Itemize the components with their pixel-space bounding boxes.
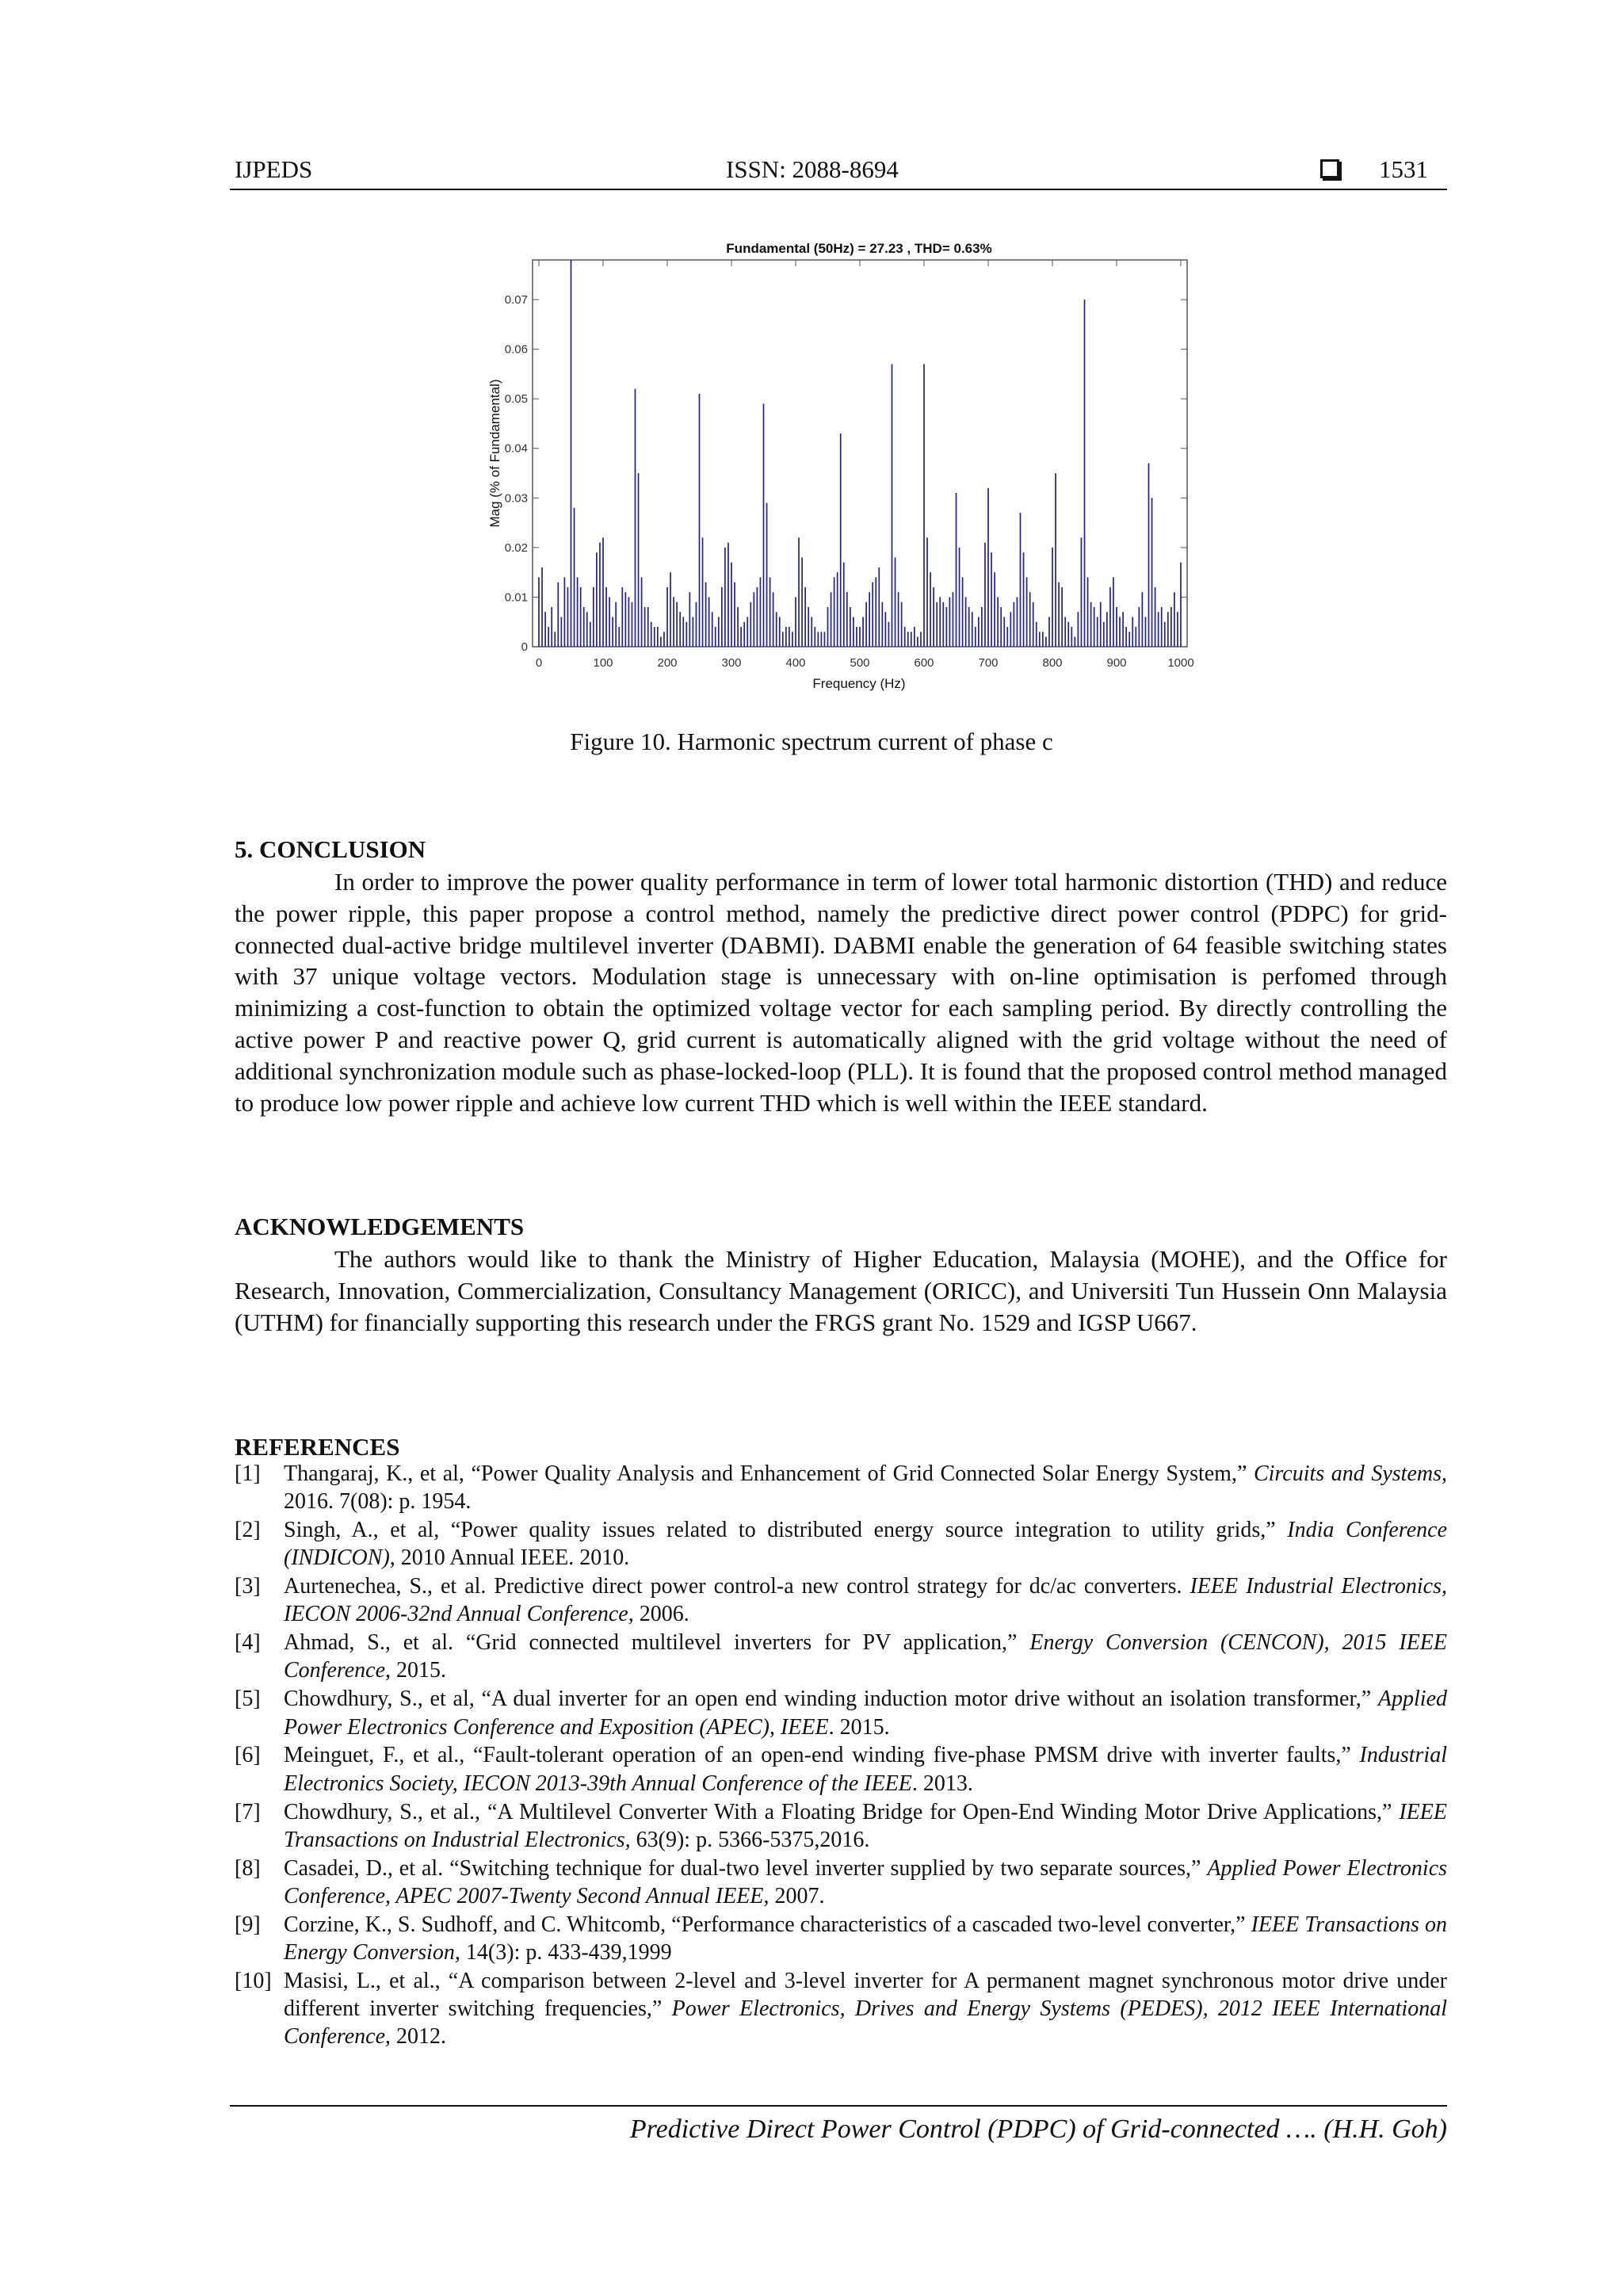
spectrum-bar	[831, 592, 832, 647]
reference-venue: Applied Power Electronics Conference and Exposition (APEC), IEEE	[284, 1687, 1447, 1740]
reference-number: [3]	[235, 1574, 261, 1599]
spectrum-bar	[696, 602, 697, 647]
spectrum-bar	[972, 612, 973, 647]
spectrum-bar	[1078, 612, 1079, 647]
harmonic-spectrum-chart	[475, 235, 1205, 710]
reference-number: [7]	[235, 1799, 261, 1824]
conclusion-text: In order to improve the power quality performance in term of lower total harmonic distortion (THD) and reduce the power ripple, this paper propose a control method, namely the predictive direct power control (PDPC) for grid-connected dual-active bridge multilevel inverter (DABMI). DABMI enable the generation of 64 feasible switching states with 37 unique voltage vectors. Modulation stage is unnecessary with on-line optimisation is perfomed through minimizing a cost-function to obtain the optimized voltage vector for each sampling period. By directly controlling the active power P and reactive power Q, grid current is automatically aligned with the grid voltage without the need of additional synchronization module such as phase-locked-loop (PLL). It is found that the proposed control method managed to produce low power ripple and achieve low current THD which is well within the IEEE standard.	[235, 868, 1447, 1117]
spectrum-bar	[914, 627, 915, 647]
reference-tail: , 2016. 7(08): p. 1954.	[284, 1461, 1447, 1515]
reference-item	[235, 1685, 1447, 1740]
spectrum-bar	[670, 572, 671, 647]
spectrum-bar	[685, 622, 687, 647]
reference-tail: 2012.	[391, 2024, 447, 2050]
spectrum-bar	[679, 612, 681, 647]
footer-rule	[230, 2105, 1447, 2107]
spectrum-bar	[956, 493, 957, 647]
spectrum-bar	[1148, 464, 1150, 647]
reference-venue: Industrial Electronics Society, IECON 2013-39th Annual Conference of the IEEE	[284, 1743, 1447, 1796]
spectrum-bar	[654, 627, 655, 647]
spectrum-bar	[1103, 622, 1105, 647]
spectrum-bar	[769, 577, 771, 647]
spectrum-bar	[538, 577, 540, 647]
spectrum-bar	[1064, 617, 1066, 647]
reference-item	[235, 1911, 1447, 1966]
spectrum-bar	[727, 543, 729, 647]
spectrum-bar	[1161, 607, 1163, 647]
issn: ISSN: 2088-8694	[726, 155, 899, 183]
spectrum-bar	[837, 572, 838, 647]
spectrum-bar	[907, 632, 909, 647]
spectrum-bar	[682, 617, 684, 647]
x-tick-label: 400	[785, 656, 806, 670]
spectrum-bar	[750, 602, 751, 647]
reference-number: [8]	[235, 1855, 261, 1881]
reference-venue: Power Electronics, Drives and Energy Systems (PEDES), 2012 IEEE International Conference,	[284, 1996, 1447, 2050]
spectrum-bar	[580, 587, 582, 647]
spectrum-bar	[638, 473, 640, 647]
spectrum-bar	[843, 563, 845, 647]
spectrum-bar	[994, 572, 995, 647]
spectrum-bar	[609, 597, 610, 647]
spectrum-bar	[1177, 612, 1178, 647]
reference-venue: Applied Power Electronics Conference, APEC 2007-Twenty Second Annual IEEE,	[284, 1855, 1448, 1908]
spectrum-bar	[981, 607, 983, 647]
spectrum-bar	[888, 622, 890, 647]
spectrum-bar	[942, 602, 944, 647]
spectrum-bar	[560, 617, 562, 647]
spectrum-bar	[904, 627, 906, 647]
spectrum-bar	[1094, 607, 1095, 647]
spectrum-bar	[551, 607, 552, 647]
spectrum-bar	[804, 587, 806, 647]
spectrum-bar	[840, 434, 842, 647]
spectrum-bar	[901, 602, 903, 647]
spectrum-bar	[959, 548, 960, 647]
reference-number: [5]	[235, 1687, 261, 1712]
spectrum-bar	[689, 592, 690, 647]
spectrum-bar	[1170, 607, 1172, 647]
conclusion-heading: 5. CONCLUSION	[235, 835, 426, 863]
conclusion-paragraph	[235, 866, 1447, 1118]
reference-number: [10]	[235, 1968, 272, 1993]
spectrum-bar	[567, 587, 569, 647]
spectrum-bar	[795, 597, 796, 647]
figure-caption: Figure 10. Harmonic spectrum current of phase c	[570, 728, 1053, 755]
spectrum-bar	[615, 602, 617, 647]
spectrum-bar	[821, 632, 823, 647]
reference-number: [6]	[235, 1743, 261, 1768]
spectrum-bar	[869, 592, 870, 647]
spectrum-bar	[1042, 632, 1044, 647]
spectrum-bar	[945, 607, 947, 647]
x-tick-label: 100	[593, 656, 613, 670]
spectrum-bar	[953, 592, 954, 647]
spectrum-bar	[865, 602, 867, 647]
spectrum-bar	[801, 557, 803, 647]
spectrum-bar	[1039, 632, 1041, 647]
spectrum-bar	[949, 597, 951, 647]
x-axis-ticks	[536, 260, 1194, 670]
spectrum-bar	[632, 602, 633, 647]
spectrum-bar	[1113, 577, 1114, 647]
spectrum-bar	[1055, 473, 1056, 647]
acknowledgements-text: The authors would like to thank the Ministry of Higher Education, Malaysia (MOHE), and the Office for Research, Innovation, Commercialization, Consultancy Management (ORICC), and Universiti Tun Hussein Onn Malaysia (UTHM) for financially supporting this research under the FRGS grant No. 1529 and IGSP U667.	[235, 1245, 1447, 1336]
spectrum-bar	[1180, 563, 1182, 647]
spectrum-bar	[548, 627, 549, 647]
reference-text: Aurtenechea, S., et al. Predictive direct power control-a new control strategy for dc/ac converters.	[284, 1574, 1190, 1599]
reference-tail: , 2006.	[628, 1602, 689, 1627]
spectrum-bar	[1145, 617, 1147, 647]
spectrum-bar	[1138, 607, 1140, 647]
spectrum-bar	[920, 632, 922, 647]
spectrum-bar	[721, 587, 723, 647]
spectrum-bar	[557, 583, 559, 647]
reference-venue: IEEE Industrial Electronics, IECON 2006-32nd Annual Conference	[284, 1574, 1447, 1627]
spectrum-bar	[834, 577, 835, 647]
spectrum-bar	[702, 537, 704, 647]
spectrum-bar	[1081, 537, 1083, 647]
spectrum-bar	[1084, 300, 1086, 647]
spectrum-bar	[1010, 612, 1011, 647]
spectrum-bar	[1052, 548, 1053, 647]
reference-item	[235, 1967, 1447, 2051]
reference-tail: , 2015.	[385, 1658, 447, 1683]
spectrum-bar	[737, 607, 739, 647]
spectrum-bar	[1087, 577, 1089, 647]
reference-tail: 63(9): p. 5366-5375,2016.	[630, 1827, 870, 1852]
spectrum-bar	[789, 627, 790, 647]
spectrum-bar	[885, 612, 887, 647]
spectrum-bar	[1116, 607, 1117, 647]
spectrum-bar	[1033, 602, 1034, 647]
reference-list	[235, 1460, 1447, 2051]
spectrum-bar	[892, 364, 893, 647]
spectrum-bar	[1067, 622, 1069, 647]
spectrum-bar	[596, 552, 598, 647]
spectrum-bar	[878, 567, 880, 647]
reference-number: [2]	[235, 1518, 261, 1543]
y-tick-label: 0.06	[504, 342, 528, 357]
spectrum-bar	[965, 597, 967, 647]
spectrum-bar	[647, 607, 649, 647]
spectrum-bar	[1029, 592, 1031, 647]
reference-tail: . 2013.	[911, 1771, 973, 1796]
spectrum-bar	[1003, 617, 1005, 647]
spectrum-bar	[895, 557, 896, 647]
spectrum-bar	[1167, 612, 1169, 647]
spectrum-bar	[881, 602, 883, 647]
spectrum-bar	[1058, 583, 1060, 647]
spectrum-bar	[1174, 592, 1175, 647]
spectrum-bar	[782, 632, 784, 647]
spectrum-bar	[936, 602, 938, 647]
spectrum-bar	[599, 543, 601, 647]
spectrum-bar	[699, 394, 701, 647]
spectrum-bar	[975, 627, 976, 647]
y-tick-label: 0.03	[504, 491, 528, 506]
spectrum-bar	[1074, 636, 1075, 647]
reference-number: [4]	[235, 1630, 261, 1656]
reference-venue: IEEE Transactions on Industrial Electronics,	[284, 1799, 1447, 1852]
reference-item	[235, 1741, 1447, 1797]
acknowledgements-paragraph	[235, 1244, 1447, 1338]
spectrum-bar	[926, 537, 928, 647]
reference-tail: , 2010 Annual IEEE. 2010.	[389, 1545, 630, 1571]
spectrum-bar	[554, 632, 556, 647]
spectrum-bar	[602, 537, 604, 647]
spectrum-bar	[1151, 498, 1153, 647]
reference-venue: India Conference (INDICON)	[284, 1518, 1447, 1571]
spectrum-bar	[939, 597, 941, 647]
spectrum-bar	[1119, 617, 1121, 647]
spectrum-bar	[577, 577, 579, 647]
spectrum-bar	[1164, 622, 1166, 647]
spectrum-bar	[1000, 607, 1002, 647]
spectrum-bar	[1132, 617, 1133, 647]
spectrum-bar	[1036, 622, 1037, 647]
spectrum-bar	[657, 627, 659, 647]
spectrum-bar	[571, 260, 572, 647]
spectrum-bar	[715, 627, 716, 647]
reference-item	[235, 1629, 1447, 1684]
spectrum-bar	[564, 577, 566, 647]
reference-text: Thangaraj, K., et al, “Power Quality Analysis and Enhancement of Grid Connected Solar Energy System,”	[284, 1461, 1254, 1486]
journal-name: IJPEDS	[235, 155, 313, 183]
spectrum-bar	[875, 577, 876, 647]
spectrum-bar	[859, 627, 861, 647]
spectrum-bar	[798, 537, 800, 647]
spectrum-bar	[724, 548, 726, 647]
spectrum-bar	[641, 577, 643, 647]
spectrum-bar	[850, 607, 851, 647]
spectrum-bar	[862, 617, 864, 647]
spectrum-bar	[583, 607, 585, 647]
spectrum-bar	[541, 567, 543, 647]
x-tick-label: 200	[657, 656, 678, 670]
x-tick-label: 600	[914, 656, 934, 670]
spectrum-bar	[740, 627, 742, 647]
x-tick-label: 700	[978, 656, 999, 670]
x-tick-label: 900	[1106, 656, 1127, 670]
spectrum-bar	[1100, 602, 1102, 647]
spectrum-bar	[731, 563, 732, 647]
reference-text: Corzine, K., S. Sudhoff, and C. Whitcomb, “Performance characteristics of a cascaded two-level converter,”	[284, 1912, 1251, 1937]
spectrum-bar	[1061, 587, 1063, 647]
spectrum-bar	[853, 617, 854, 647]
x-tick-label: 300	[721, 656, 742, 670]
spectrum-bar	[792, 632, 793, 647]
spectrum-bar	[1017, 597, 1018, 647]
reference-tail: 14(3): p. 433-439,1999	[460, 1939, 672, 1965]
spectrum-bar	[590, 622, 591, 647]
reference-item	[235, 1798, 1447, 1854]
spectrum-bar	[624, 592, 626, 647]
spectrum-bar	[605, 587, 607, 647]
reference-item	[235, 1460, 1447, 1515]
spectrum-bar	[808, 607, 809, 647]
x-tick-label: 800	[1042, 656, 1063, 670]
header-rule	[230, 189, 1447, 190]
spectrum-bar	[1135, 627, 1136, 647]
spectrum-bar	[923, 364, 925, 647]
spectrum-bar	[991, 552, 992, 647]
reference-number: [1]	[235, 1461, 261, 1486]
y-tick-label: 0	[521, 640, 528, 654]
spectrum-bar	[1128, 632, 1130, 647]
spectrum-bar	[779, 617, 781, 647]
spectrum-bar	[930, 572, 931, 647]
spectrum-bar	[1142, 592, 1144, 647]
spectrum-bar	[1006, 627, 1008, 647]
spectrum-bar	[1106, 612, 1108, 647]
y-tick-label: 0.04	[504, 441, 528, 456]
x-tick-label: 1000	[1167, 656, 1194, 670]
reference-venue: Energy Conversion (CENCON), 2015 IEEE Conference	[284, 1630, 1447, 1683]
reference-number: [9]	[235, 1912, 261, 1937]
plot-frame	[533, 260, 1187, 647]
spectrum-bar	[586, 612, 588, 647]
spectrum-bar	[666, 587, 668, 647]
x-tick-label: 500	[850, 656, 870, 670]
spectrum-bar	[660, 636, 662, 647]
spectrum-bar	[676, 602, 678, 647]
spectrum-bar	[757, 587, 758, 647]
spectrum-bar	[814, 627, 815, 647]
reference-item	[235, 1855, 1447, 1910]
spectrum-bar	[827, 607, 829, 647]
spectrum-bar	[1026, 577, 1028, 647]
spectrum-bar	[911, 632, 912, 647]
spectrum-bar	[753, 592, 754, 647]
spectrum-bar	[846, 592, 848, 647]
reference-text: Masisi, L., et al., “A comparison between 2-level and 3-level inverter for A permanent magnet synchronous motor drive under different inverter switching frequencies,”	[284, 1968, 1447, 2022]
y-axis-label: Mag (% of Fundamental)	[487, 379, 502, 528]
reference-text: Ahmad, S., et al. “Grid connected multilevel inverters for PV application,”	[284, 1630, 1030, 1656]
reference-text: Singh, A., et al, “Power quality issues related to distributed energy source integration to utility grids,”	[284, 1518, 1288, 1543]
spectrum-bar	[663, 632, 665, 647]
spectrum-bar	[962, 577, 964, 647]
spectrum-bar	[1097, 617, 1098, 647]
spectrum-bar	[747, 617, 748, 647]
spectrum-bar	[978, 617, 980, 647]
x-tick-label: 0	[535, 656, 543, 670]
running-footer: Predictive Direct Power Control (PDPC) of Grid-connected …. (H.H. Goh)	[629, 2115, 1447, 2144]
spectrum-bar	[917, 636, 918, 647]
spectrum-bar	[984, 543, 986, 647]
reference-text: Chowdhury, S., et al., “A Multilevel Converter With a Floating Bridge for Open-End Winding Motor Drive Applications,”	[284, 1799, 1400, 1824]
spectrum-bar	[1158, 612, 1159, 647]
spectrum-bar	[574, 508, 575, 647]
spectrum-bar	[635, 389, 636, 647]
reference-venue: IEEE Transactions on Energy Conversion,	[284, 1912, 1447, 1965]
spectrum-bar	[708, 597, 710, 647]
spectrum-bar	[618, 627, 620, 647]
spectrum-bar	[612, 617, 613, 647]
spectrum-bar	[1122, 612, 1124, 647]
spectrum-bar	[933, 587, 934, 647]
reference-text: Casadei, D., et al. “Switching technique for dual-two level inverter supplied by two separate sources,”	[284, 1855, 1208, 1881]
spectrum-bar	[544, 612, 546, 647]
spectrum-bar	[856, 627, 857, 647]
reference-tail: 2007.	[769, 1883, 825, 1908]
reference-text: Meinguet, F., et al., “Fault-tolerant operation of an open-end winding five-phase PMSM drive with inverter faults,”	[284, 1743, 1360, 1768]
spectrum-bar	[811, 617, 812, 647]
spectrum-bar	[1109, 587, 1111, 647]
spectrum-bar	[718, 617, 720, 647]
reference-venue: Circuits and Systems	[1253, 1461, 1442, 1486]
y-tick-label: 0.02	[504, 541, 528, 555]
reference-item	[235, 1516, 1447, 1572]
spectrum-bar	[824, 632, 826, 647]
spectrum-bar	[1090, 602, 1092, 647]
spectrum-bar	[1125, 627, 1127, 647]
y-tick-label: 0.07	[504, 293, 528, 308]
checkbox-glyph-icon	[1320, 159, 1339, 178]
spectrum-bar	[1020, 513, 1022, 647]
spectrum-bar	[1023, 552, 1025, 647]
spectrum-bar	[593, 587, 594, 647]
spectrum-bar	[743, 622, 745, 647]
spectrum-bar	[1014, 602, 1015, 647]
y-tick-label: 0.01	[504, 590, 528, 605]
spectrum-bar	[898, 592, 899, 647]
spectrum-bar	[872, 583, 873, 647]
spectrum-bar	[644, 607, 646, 647]
spectrum-bar	[987, 488, 989, 647]
spectrum-bar	[628, 597, 630, 647]
references-heading: REFERENCES	[235, 1433, 400, 1461]
spectrum-bar	[997, 597, 999, 647]
page-number: 1531	[1379, 155, 1428, 183]
y-tick-label: 0.05	[504, 392, 528, 407]
spectrum-bar	[712, 612, 713, 647]
spectrum-bar	[673, 597, 674, 647]
spectrum-bar	[1155, 587, 1156, 647]
chart-title: Fundamental (50Hz) = 27.23 , THD= 0.63%	[726, 241, 992, 256]
spectrum-bar	[1071, 627, 1072, 647]
spectrum-bar	[621, 587, 623, 647]
spectrum-bar	[1048, 617, 1050, 647]
reference-item	[235, 1572, 1447, 1628]
spectrum-bar	[705, 583, 707, 647]
spectrum-bar	[968, 607, 970, 647]
spectrum-bar	[766, 503, 768, 647]
spectrum-bar	[651, 622, 652, 647]
spectrum-bar	[785, 627, 787, 647]
spectrum-bar	[817, 632, 819, 647]
spectrum-bar	[760, 577, 762, 647]
spectrum-bar	[763, 403, 765, 647]
spectrum-bar	[1045, 636, 1047, 647]
spectrum-bar	[773, 592, 774, 647]
acknowledgements-heading: ACKNOWLEDGEMENTS	[235, 1213, 525, 1240]
reference-text: Chowdhury, S., et al, “A dual inverter for an open end winding induction motor drive without an isolation transformer,”	[284, 1687, 1378, 1712]
x-axis-label: Frequency (Hz)	[812, 676, 906, 691]
spectrum-bar	[776, 612, 777, 647]
reference-tail: . 2015.	[828, 1714, 890, 1740]
spectrum-bar	[693, 617, 694, 647]
bars	[538, 260, 1182, 647]
spectrum-bar	[734, 583, 735, 647]
